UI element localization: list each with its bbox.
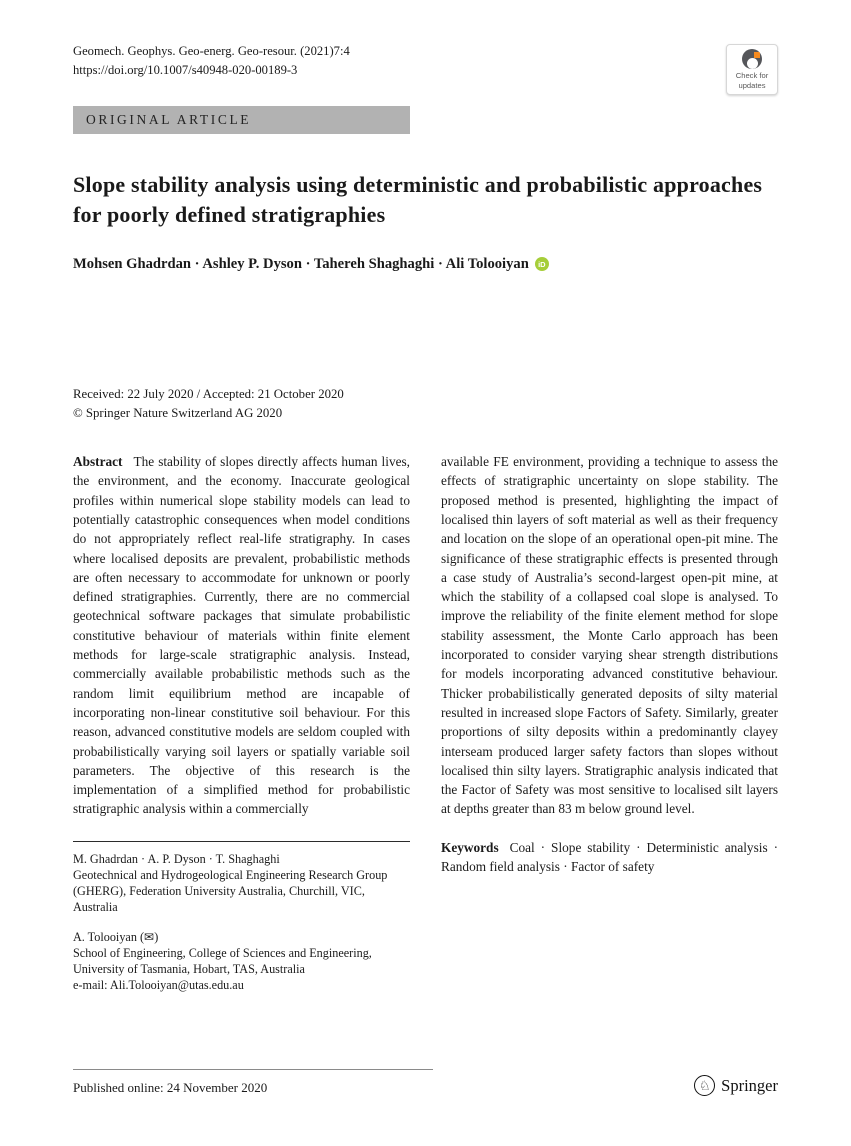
- two-column-body: [73, 452, 778, 993]
- footnote-affiliation-1: Geotechnical and Hydrogeological Engineering Research Group (GHERG), Federation University Australia, Churchill, VIC, Australia: [73, 867, 388, 915]
- footnote-authors: M. Ghadrdan · A. P. Dyson · T. Shaghaghi: [73, 851, 280, 866]
- corresponding-author-name: A. Tolooiyan: [73, 929, 140, 944]
- abstract-label: Abstract: [73, 454, 123, 470]
- journal-citation: Geomech. Geophys. Geo-energ. Geo-resour. (2021)7:4: [73, 44, 350, 58]
- left-column: [73, 452, 410, 993]
- corresponding-author-line: [73, 929, 410, 945]
- keywords-paragraph: [441, 838, 778, 877]
- keywords-label: Keywords: [441, 839, 499, 855]
- abstract-text-part1: The stability of slopes directly affects human lives, the environment, and the economy. Inaccurate geological profiles within numerical slope stability models can lead to potentially catastrophic consequences when model conditions do not appropriately reflect real-life stratigraphy. In cases where localised deposits are prevalent, probabilistic methods are often necessary to accommodate for unknown or poorly defined stratigraphies. Currently, there are no commercial geotechnical software packages that simulate probabilistic constitutive behaviour of materials within finite element methods for large-scale stratigraphic analysis. Instead, commercially available probabilistic methods such as the random limit equilibrium method are incapable of incorporating non-linear constitutive soil behaviour. For this reason, advanced constitutive models are seldom coupled with probabilistically varying soil layers or spatially variable soil parameters. The objective of this research is the implementation of a simplified method for probabilistic stratigraphic analysis within a commercially: [73, 454, 410, 817]
- springer-logo: [694, 1075, 778, 1096]
- authors-line: [73, 256, 778, 273]
- author-footnotes: [73, 841, 410, 994]
- page-header: [73, 42, 778, 95]
- check-for-updates-badge[interactable]: [726, 44, 778, 95]
- authors-names: Mohsen Ghadrdan · Ashley P. Dyson · Tahereh Shaghaghi · Ali Tolooiyan: [73, 255, 529, 272]
- doi-link[interactable]: https://doi.org/10.1007/s40948-020-00189-3: [73, 62, 298, 77]
- keywords-text: Coal · Slope stability · Deterministic analysis · Random field analysis · Factor of safety: [441, 839, 778, 874]
- abstract-paragraph: [73, 452, 410, 819]
- article-type-banner: [73, 106, 410, 134]
- check-for-updates-line2: updates: [738, 80, 766, 90]
- footnote-affiliation-2: School of Engineering, College of Sciences and Engineering, University of Tasmania, Hobart, TAS, Australia: [73, 945, 372, 976]
- page-footer: [73, 1069, 778, 1096]
- right-column: [441, 452, 778, 993]
- journal-meta: [73, 42, 350, 80]
- abstract-text-part2: available FE environment, providing a technique to assess the effects of stratigraphic uncertainty on slope stability. The proposed method is presented, highlighting the impact of localised thin layers of soft material as well as their frequency and location on the slope of an operational open-pit mine. The significance of these stratigraphic effects is presented through a case study of Australia’s second-largest open-pit mine, at which the stability of a collapsed coal slope is analysed. To improve the reliability of the finite element method for slope stability assessment, the Monte Carlo approach has been incorporated to consider varying shear strength distributions for models incorporating advanced constitutive behaviour. Thicker probabilistically generated deposits of silty material resulted in increased slope Factors of Safety. Similarly, greater proportions of silty deposits within a predominantly clayey interseam produced larger safety factors than slopes without localised thin silty layers. Stratigraphic analysis indicated that the Factor of Safety was most sensitive to localised silt layers at depths greater than 83 m below ground level.: [441, 454, 778, 817]
- footnote-email[interactable]: e-mail: Ali.Tolooiyan@utas.edu.au: [73, 978, 244, 993]
- copyright-line: © Springer Nature Switzerland AG 2020: [73, 405, 283, 420]
- article-title: Slope stability analysis using deterministic and probabilistic approaches for poorly defined stratigraphies: [73, 171, 763, 227]
- article-type-label: ORIGINAL ARTICLE: [86, 111, 252, 127]
- footnote-group-1: [73, 851, 410, 916]
- publisher-name: Springer: [721, 1075, 778, 1095]
- abstract-continuation: [441, 452, 778, 819]
- dates-block: [73, 385, 778, 422]
- orcid-icon[interactable]: iD: [535, 257, 549, 271]
- envelope-icon: (✉): [139, 929, 159, 944]
- received-accepted-line: Received: 22 July 2020 / Accepted: 21 October 2020: [73, 386, 344, 401]
- footnote-group-2: [73, 929, 410, 994]
- published-online-line: Published online: 24 November 2020: [73, 1069, 433, 1096]
- check-for-updates-line1: Check for: [735, 71, 769, 80]
- springer-horse-icon: ♘: [694, 1075, 715, 1096]
- check-for-updates-label: [730, 71, 774, 91]
- crossmark-icon: [742, 49, 762, 69]
